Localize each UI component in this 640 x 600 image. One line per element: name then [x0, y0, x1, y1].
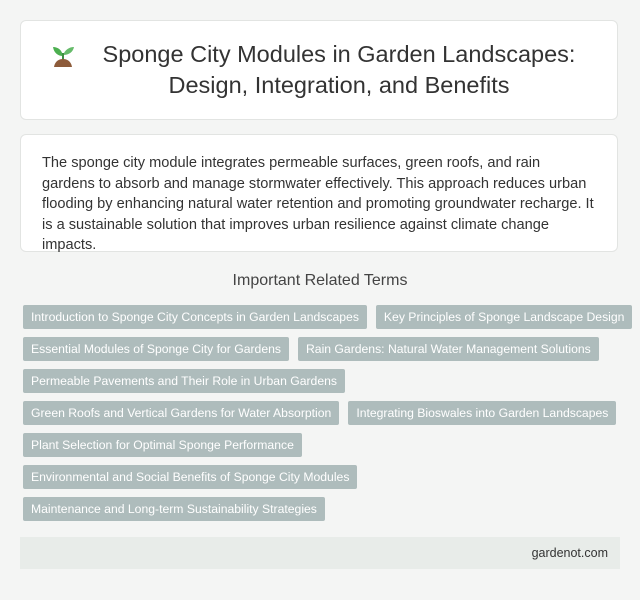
related-term-tag[interactable]: Environmental and Social Benefits of Sponge City Modules [23, 465, 357, 489]
tag-row [23, 337, 623, 361]
summary-text: The sponge city module integrates permeable surfaces, green roofs, and rain gardens to absorb and manage stormwater effectively. This approach reduces urban flooding by enhancing natural water retention and promoting groundwater recharge. It is a sustainable solution that improves urban resilience against climate change impacts. [20, 134, 618, 252]
related-terms-list [23, 305, 623, 529]
footer-site-link[interactable]: gardenot.com [531, 546, 608, 560]
tag-row [23, 465, 623, 489]
related-term-tag[interactable]: Rain Gardens: Natural Water Management Solutions [298, 337, 599, 361]
related-term-tag[interactable]: Integrating Bioswales into Garden Landscapes [348, 401, 616, 425]
related-term-tag[interactable]: Key Principles of Sponge Landscape Design [376, 305, 633, 329]
title-wrap [49, 39, 589, 101]
tag-row [23, 305, 623, 329]
page-title: Sponge City Modules in Garden Landscapes: Design, Integration, and Benefits [102, 41, 576, 98]
seedling-icon [49, 41, 77, 69]
tag-row [23, 369, 623, 393]
related-term-tag[interactable]: Green Roofs and Vertical Gardens for Water Absorption [23, 401, 339, 425]
related-terms-heading: Important Related Terms [232, 272, 408, 289]
related-term-tag[interactable]: Maintenance and Long-term Sustainability Strategies [23, 497, 325, 521]
footer [20, 537, 620, 569]
title-card [20, 20, 618, 120]
tag-row [23, 497, 623, 521]
tag-row [23, 401, 623, 425]
tag-row [23, 433, 623, 457]
related-term-tag[interactable]: Essential Modules of Sponge City for Gardens [23, 337, 289, 361]
related-term-tag[interactable]: Plant Selection for Optimal Sponge Performance [23, 433, 302, 457]
related-term-tag[interactable]: Permeable Pavements and Their Role in Urban Gardens [23, 369, 345, 393]
related-term-tag[interactable]: Introduction to Sponge City Concepts in Garden Landscapes [23, 305, 367, 329]
